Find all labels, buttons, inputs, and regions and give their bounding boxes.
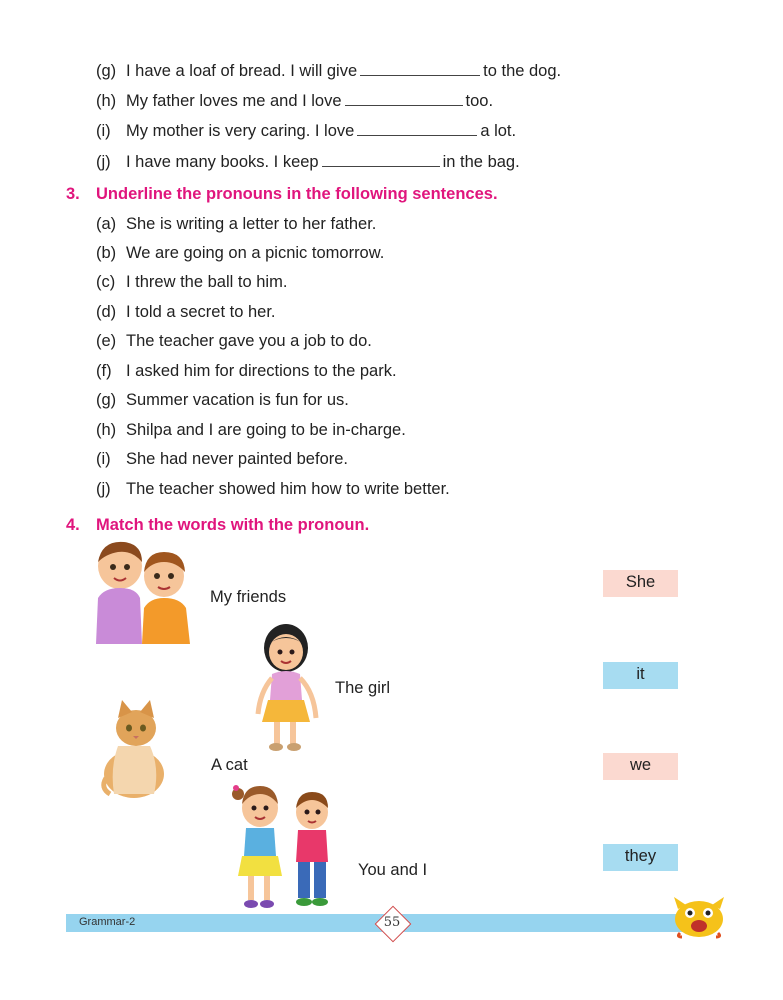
answer-blank[interactable] xyxy=(345,91,463,106)
pronoun-box-they[interactable]: they xyxy=(603,844,678,871)
cat-illustration xyxy=(100,698,172,800)
answer-blank[interactable] xyxy=(322,152,440,167)
match-word-the-girl[interactable]: The girl xyxy=(335,679,391,697)
footer-book-title: Grammar-2 xyxy=(79,916,136,928)
answer-blank[interactable] xyxy=(360,61,480,76)
answer-blank[interactable] xyxy=(357,121,477,136)
girl-illustration xyxy=(252,622,324,754)
mascot-icon xyxy=(672,893,726,939)
match-word-a-cat[interactable]: A cat xyxy=(211,756,248,774)
match-word-you-and-i[interactable]: You and I xyxy=(358,861,428,879)
pronoun-box-she[interactable]: She xyxy=(603,570,678,597)
pronoun-box-we[interactable]: we xyxy=(603,753,678,780)
girl-and-boy-illustration xyxy=(226,780,342,910)
two-boys-illustration xyxy=(90,538,198,646)
match-word-my-friends[interactable]: My friends xyxy=(210,588,287,606)
page-number: 55 xyxy=(383,915,401,930)
pronoun-box-it[interactable]: it xyxy=(603,662,678,689)
